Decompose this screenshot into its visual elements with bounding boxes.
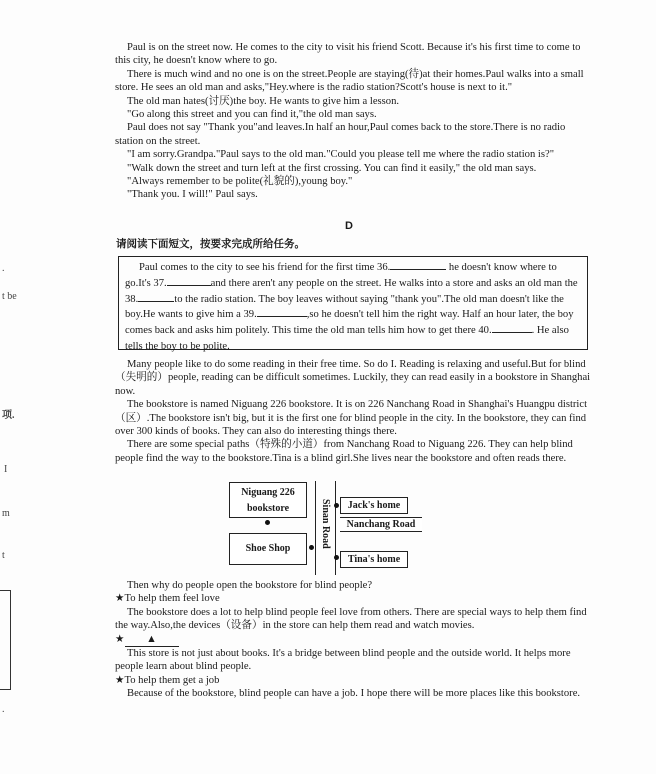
answer-section: [115, 579, 593, 701]
bookstore-label: bookstore: [246, 503, 290, 514]
paragraph: Paul is on the street now. He comes to the city to visit his friend Scott. Because it's his first time to come to this city, he doesn't know where to go.: [115, 42, 581, 67]
triangle-icon: ▲: [146, 633, 157, 645]
heading-get-job: ★To help them get a job: [115, 674, 220, 686]
nanchang-road: [340, 517, 422, 532]
blank-36[interactable]: [390, 269, 446, 270]
blank-number: 36.: [377, 262, 391, 273]
blank-number: 40.: [478, 325, 492, 337]
summary-text: to the radio station. The boy leaves without saying "thank you".The old man doesn't like the boy.He wants to give him a: [125, 293, 564, 321]
margin-fragment: I: [4, 464, 8, 475]
road-label-vertical: Sinan Road: [320, 499, 331, 549]
heading-blank: [115, 633, 593, 647]
summary-text: ,so he doesn't tell him the right way. Half an hour later, the boy comes back and asks him politely. This time the old man tells him how to get there: [125, 309, 574, 337]
margin-frame: [0, 590, 11, 690]
shoe-shop-label: Shoe Shop: [245, 543, 291, 554]
shoe-shop-box: [229, 533, 307, 565]
blank-39[interactable]: [257, 316, 307, 317]
paragraph: The bookstore is named Niguang 226 bookstore. It is on 226 Nanchang Road in Shanghai's Huangpu district（区）.The bookstore isn't big, but it is the first one for blind people in the city. In the bookstore, they can find over 300 kinds of books. They can also do interesting things there.: [115, 399, 588, 438]
margin-fragment: t be: [2, 291, 17, 302]
summary-text: he doesn't know where to go.It's: [125, 262, 557, 289]
bookstore-dot: [265, 520, 270, 525]
heading-blank-field[interactable]: [125, 633, 179, 647]
paragraph: The bookstore does a lot to help blind people feel love from others. There are special ways to help them find the way.Also,the devices（设备）in the store can help them read and watch movies.: [115, 606, 587, 632]
bookstore-map: [227, 481, 423, 575]
margin-fragment: .: [2, 704, 5, 715]
jack-home-box: [340, 497, 408, 514]
margin-fragment: 项.: [2, 410, 15, 421]
paragraph: There is much wind and no one is on the street.People are staying(待)at their homes.Paul walks into a small store. He sees an old man and asks,"Hey.where is the radio station?Scott's house is next to it.": [115, 68, 584, 94]
blank-number: 39.: [243, 309, 257, 321]
paragraph: "I am sorry.Grandpa."Paul says to the old man."Could you please tell me where the radio station is?": [127, 149, 555, 161]
paragraph: Because of the bookstore, blind people can have a job. I hope there will be more places like this bookstore.: [127, 688, 581, 700]
blank-number: 38.: [125, 293, 139, 305]
bookstore-name: Niguang 226: [241, 487, 295, 498]
tina-home-dot: [334, 555, 339, 560]
road-edge-left: [315, 481, 316, 575]
blank-number: 37.: [153, 277, 167, 289]
paragraph: Paul does not say "Thank you"and leaves.In half an hour,Paul comes back to the store.There is no radio station on the street.: [115, 122, 566, 147]
star-icon: ★: [115, 633, 125, 645]
nanchang-road-label: Nanchang Road: [346, 519, 416, 530]
paragraph: "Go along this street and you can find it,"the old man says.: [127, 109, 377, 121]
passage-d: [115, 358, 593, 465]
margin-fragment: .: [2, 263, 5, 274]
blank-38[interactable]: [138, 301, 174, 302]
paragraph: "Thank you. I will!" Paul says.: [127, 189, 258, 201]
summary-text: Paul comes to the city to see his friend for the first time: [139, 262, 378, 273]
paragraph: "Always remember to be polite(礼貌的),young boy.": [127, 176, 353, 188]
question: Then why do people open the bookstore for blind people?: [127, 580, 373, 591]
heading-feel-love: ★To help them feel love: [115, 593, 220, 605]
jack-home-dot: [334, 503, 339, 508]
blank-40[interactable]: [492, 332, 532, 333]
jack-home-label: Jack's home: [347, 500, 401, 511]
bookstore-box: [229, 482, 307, 518]
story-c: [115, 41, 593, 202]
summary-text: and there aren't any people on the street. He walks into a store and asks an old man the: [210, 277, 578, 289]
tina-home-box: [340, 551, 408, 568]
paragraph: This store is not just about books. It's a bridge between blind people and the outside world. It helps more people learn about blind people.: [115, 648, 571, 673]
summary-text: . He also tells the boy to be polite.: [125, 325, 569, 352]
shoe-shop-dot: [309, 545, 314, 550]
paragraph: Many people like to do some reading in their free time. So do I. Reading is relaxing and useful.But for blind（失明的）people, reading can be difficult sometimes. Luckily, they can read easily in a bookstore in Shanghai now.: [115, 359, 591, 397]
road-edge-right: [335, 481, 336, 575]
paragraph: There are some special paths（特殊的小道）from Nanchang Road to Niguang 226. They can help blind people find the way to the bookstore.Tina is a blind girl.She lives near the bookstore and often reads there.: [115, 439, 573, 464]
margin-fragment: t: [2, 550, 5, 561]
paragraph: The old man hates(讨厌)the boy. He wants to give him a lesson.: [127, 95, 400, 107]
blank-37[interactable]: [167, 285, 211, 286]
paragraph: "Walk down the street and turn left at the first crossing. You can find it easily," the old man says.: [127, 162, 537, 174]
section-letter: D: [345, 220, 353, 232]
summary-box: [118, 256, 588, 350]
tina-home-label: Tina's home: [347, 554, 401, 565]
margin-fragment: m: [2, 508, 10, 519]
instruction: 请阅读下面短文，按要求完成所给任务。: [116, 238, 305, 250]
